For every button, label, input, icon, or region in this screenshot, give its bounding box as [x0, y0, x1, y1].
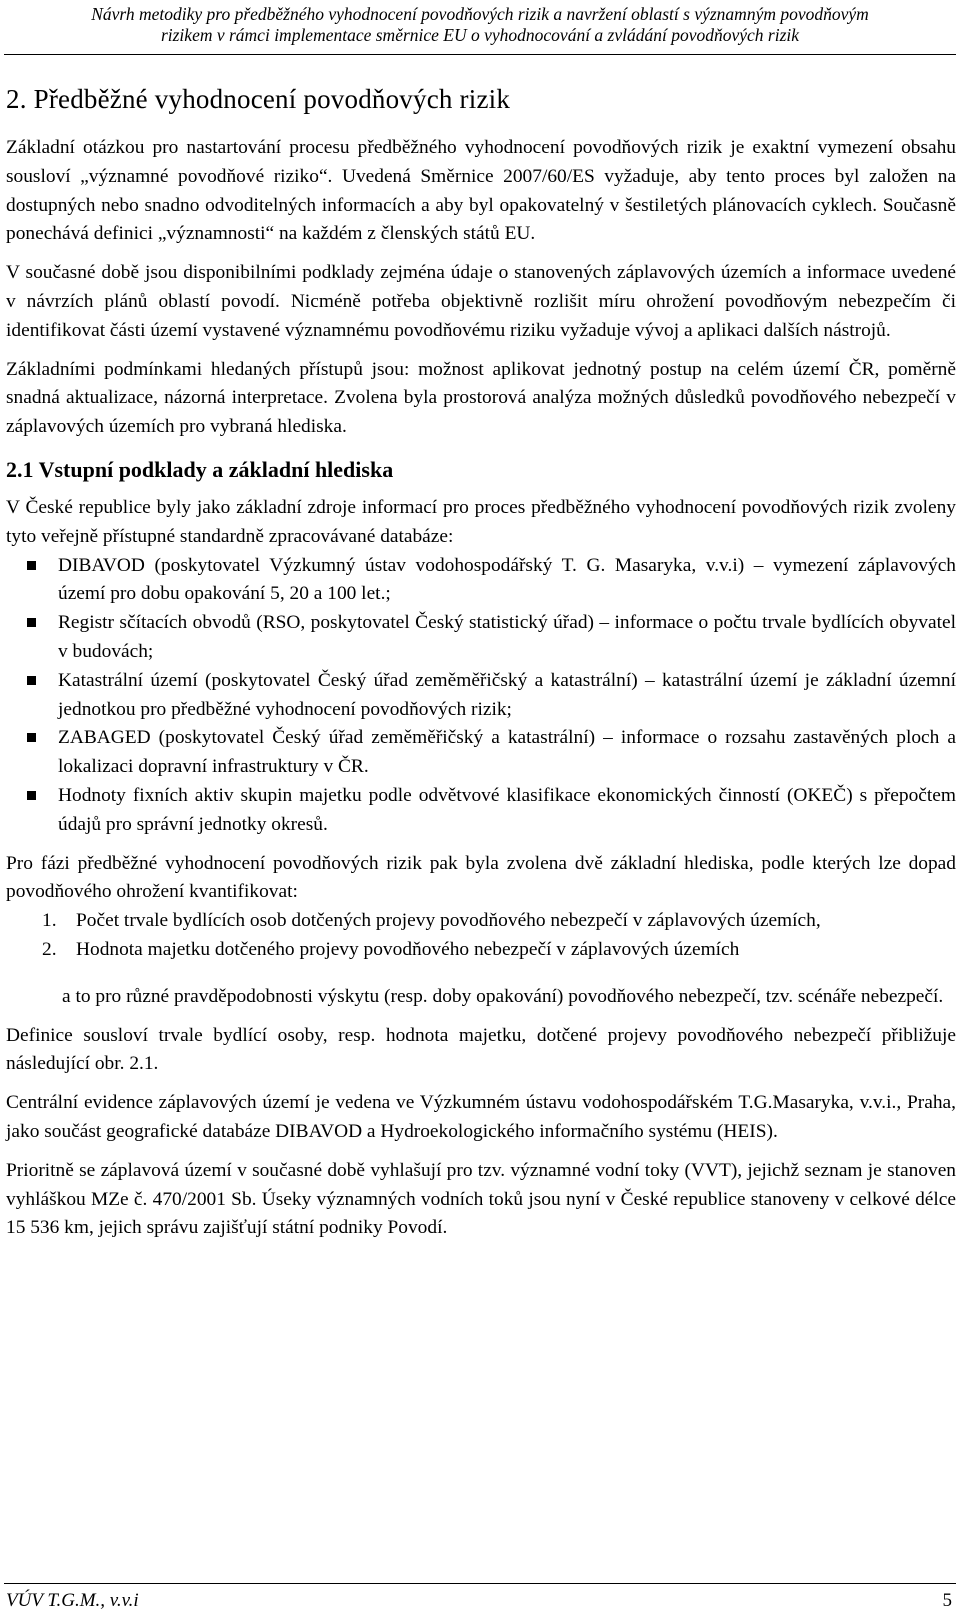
paragraph-intro: Základní otázkou pro nastartování procesu předběžného vyhodnocení povodňových rizik je exaktní vymezení obsahu sousloví „významné povodňové riziko“. Uvedená Směrnice 2007/60/ES vyžaduje, aby tento proces byl založen na dostupných nebo snadno odvoditelných informacích a aby byl opakovatelný v šestiletých plánovacích cyklech. Současně ponechává definici „významnosti“ na každém z členských států EU. — [6, 137, 956, 245]
square-bullet-icon — [27, 791, 36, 800]
criteria-list — [6, 907, 956, 965]
paragraph-priority-rivers: Prioritně se záplavová území v současné době vyhlašují pro tzv. významné vodní toky (VVT), jejichž seznam je stanoven vyhláškou MZe č. 470/2001 Sb. Úseky významných vodních toků jsou nyní v České republice stanoveny v celkové délce 15 536 km, jejich správu zajišťují státní podniky Povodí. — [6, 1159, 956, 1239]
list-item-text: ZABAGED (poskytovatel Český úřad zeměměřičský a katastrální) – informace o rozsahu zastavěných ploch a lokalizaci dopravní infrastruktury v ČR. — [58, 727, 956, 778]
paragraph-conditions: Základními podmínkami hledaných přístupů jsou: možnost aplikovat jednotný postup na celém území ČR, poměrně snadná aktualizace, názorná interpretace. Zvolena byla prostorová analýza možných důsledků povodňového nebezpečí v záplavových územích pro vybraná hlediska. — [6, 358, 956, 438]
paragraph-data-sources: V České republice byly jako základní zdroje informací pro proces předběžného vyhodnocení povodňových rizik zvoleny tyto veřejně přístupné standardně zpracovávané databáze: — [6, 496, 956, 547]
paragraph-scenarios: a to pro různé pravděpodobnosti výskytu (resp. doby opakování) povodňového nebezpečí, tzv. scénáře nebezpečí. — [62, 985, 944, 1007]
running-header-line-1: Návrh metodiky pro předběžného vyhodnocení povodňových rizik a navržení oblastí s významným povodňovým — [91, 4, 869, 24]
item-number: 2. — [42, 938, 57, 960]
list-item — [6, 552, 956, 610]
page-number: 5 — [942, 1590, 952, 1611]
running-header-line-2: rizikem v rámci implementace směrnice EU o vyhodnocování a zvládání povodňových rizik — [160, 25, 800, 45]
numbered-item — [6, 936, 956, 965]
subsection-heading: 2.1 Vstupní podklady a základní hlediska — [6, 456, 394, 482]
data-source-list — [6, 552, 956, 840]
list-item — [6, 724, 956, 782]
footer-institution: VÚV T.G.M., v.v.i — [6, 1590, 139, 1611]
paragraph-criteria: Pro fázi předběžné vyhodnocení povodňových rizik pak byla zvolena dvě základní hlediska, podle kterých lze dopad povodňového ohrožení kvantifikovat: — [6, 852, 956, 903]
item-text: Počet trvale bydlících osob dotčených projevy povodňového nebezpečí v záplavových územích, — [76, 910, 821, 932]
list-item-text: Katastrální území (poskytovatel Český úřad zeměměřičský a katastrální) – katastrální území je základní územní jednotkou pro předběžné vyhodnocení povodňových rizik; — [58, 669, 956, 720]
numbered-item — [6, 907, 956, 936]
page-body — [6, 82, 956, 1253]
list-item-text: DIBAVOD (poskytovatel Výzkumný ústav vodohospodářský T. G. Masaryka, v.v.i) – vymezení záplavových území pro dobu opakování 5, 20 a 100 let.; — [58, 554, 956, 605]
section-heading: 2. Předběžné vyhodnocení povodňových rizik — [6, 84, 511, 114]
list-item — [6, 609, 956, 667]
paragraph-current-state: V současné době jsou disponibilními podklady zejména údaje o stanovených záplavových územích a informace uvedené v návrzích plánů oblastí povodí. Nicméně potřeba objektivně rozlišit míru ohrožení povodňovým nebezpečím či identifikovat části území vystavené významnému povodňovému riziku vyžaduje vývoj a aplikaci dalších nástrojů. — [6, 262, 956, 341]
running-header — [0, 4, 960, 46]
square-bullet-icon — [27, 618, 36, 627]
header-divider — [4, 54, 956, 55]
list-item-text: Hodnoty fixních aktiv skupin majetku podle odvětvové klasifikace ekonomických činností (OKEČ) s přepočtem údajů pro správní jednotky okresů. — [58, 784, 956, 835]
square-bullet-icon — [27, 676, 36, 685]
item-number: 1. — [42, 910, 57, 932]
list-item-text: Registr sčítacích obvodů (RSO, poskytovatel Český statistický úřad) – informace o počtu trvale bydlících obyvatel v budovách; — [58, 612, 956, 662]
square-bullet-icon — [27, 561, 36, 570]
paragraph-definition: Definice sousloví trvale bydlící osoby, resp. hodnota majetku, dotčené projevy povodňového nebezpečí přibližuje následující obr. 2.1. — [6, 1024, 956, 1075]
paragraph-central-register: Centrální evidence záplavových území je vedena ve Výzkumném ústavu vodohospodářském T.G.Masaryka, v.v.i., Praha, jako součást geografické databáze DIBAVOD a Hydroekologického informačního systému (HEIS). — [6, 1092, 956, 1142]
footer-divider — [4, 1583, 956, 1584]
list-item — [6, 782, 956, 840]
item-text: Hodnota majetku dotčeného projevy povodňového nebezpečí v záplavových územích — [76, 938, 740, 960]
list-item — [6, 667, 956, 725]
square-bullet-icon — [27, 733, 36, 742]
